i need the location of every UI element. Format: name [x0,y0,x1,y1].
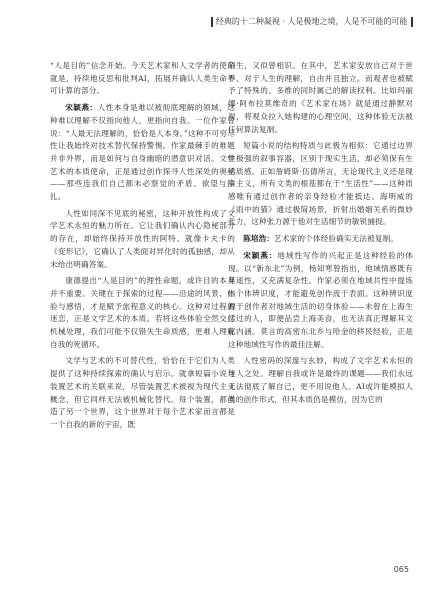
page-number: 065 [393,565,409,574]
body-paragraph: 陌生，又似曾相识。在其中，艺术家安放自己对于世界、对于人生的理解，自由并且独立。而观者也被赋予了特殊的、多维的同时属己的解读权利。比如玛丽娜·阿布拉莫维奇的《艺术家在场》就是通过静默对视，将观众拉入她构建的心理空间，这种体验无法被任何算法复制。 [228,61,413,134]
dialogue-text: 人性本身是难以被彻底理解的领域，这种难以理解不仅指向他人，更指向自我。一位作家曾说：“人最无法理解的，恰恰是人本身。”这种不可穷尽性让我始终对技术替代保持警惕。作家最棘手的难题并非外界，而是如何与自身幽暗的潜意识对话。文学艺术的本质使命，正是通过创作探寻人性深处的奥秘——那些连我们自己都未必察觉的矛盾、欲望与挣扎。 [50,103,235,202]
speaker-name: 陈培浩： [243,234,275,244]
dialogue-text: 艺术家的个体经验确实无法被复制。 [274,234,399,244]
dialogue-paragraph [228,233,413,246]
dialogue-text: 地域性写作的兴起正是这种经验的体现。以“新东北”为例，杨知寒曾指出，地域情感既有其遥性，又充满复杂性。作家必须在地域共性中提炼出个体辨识度，才能避免创作流于表面。这种辨识度源于创作者对地域生活的切身体验——未曾在上海生活过的人，即便品尝上海美食，也无法真正理解其文化内涵。莫言的高密东北乡与哈金的移民经验，正是这种地域性写作的最佳注解。 [228,250,413,349]
body-paragraph: 短篇小说的结构特质与此极为相似：它通过边界性极强的叙事容器，区别于现实生活，却必须保有生活质感。正如詹姆斯·伍德所言，无论现代主义还是现实主义，所有文类的根基都在于“生活性”——这种质感唯有通过创作者的亲身经验才能抵达。海明威的《雨中的猫》通过极简场景，折射出婚姻关系的微妙张力，这种张力源于他对生活细节的敏锐捕捉。 [228,141,413,227]
body-paragraph: 文学与艺术的不可替代性，恰恰在于它们为人类提供了这种持续探索的确认与启示。就拿短篇小说与装置艺术的关联来说，尽管装置艺术被视为现代主义概念，但它同样无法被机械化替代。每个装置，都创造了另一个世界，这个世界对于每个艺术家而言都是一个自我的新的宇宙，既 [50,356,235,429]
body-paragraph: “人是目的”信念开始。今天艺术家和人文学者的使命就是，持续地反思和批判AI，拓展并确认人类生命不可计算的部分。 [50,61,235,96]
speaker-name: 宋颖燕： [65,103,98,113]
running-header [211,16,413,27]
dialogue-paragraph [228,250,413,352]
header-title: 经典的十二种凝视 · 人是极地之境，人是不可能的可能 [215,17,408,26]
left-text-column [50,60,235,432]
header-bar-left [211,17,213,27]
body-paragraph: 人性如同深不见底的秘密，这种开放性构成了文学艺术永恒的魅力所在。它让我们确认内心隐秘部分的存在，却始终保持开放性的阿特。就像卡夫卡的《变形记》，它确认了人类面对异化时的孤独感，却从未给出明确答案。 [50,208,235,269]
right-text-column [228,60,413,406]
dialogue-paragraph [50,102,235,204]
body-paragraph: 人性密码的深邃与玄妙，构成了文学艺术永恒的迷人之处。理解自我或许是最终的课题——我们永远无法彻底了解自己，更不用说他人。AI或许能模拟人类的创作形式，但其本质仍是模仿，因为它的 [228,356,413,404]
speaker-name: 宋颖燕： [243,250,278,260]
body-paragraph: 康德提出“人是目的”的理性命题，或许目的本身并不重要。关键在于探索的过程——沿途的风景、体验与感悟，才是赋予旅程意义的核心。这种对过程的迷恋，正是文学艺术的本质。若将这些体验全然交付机械处理，我们可能不仅错失生命质感，更难人理解自我的死循环。 [50,276,235,349]
header-bar-right [411,17,414,27]
